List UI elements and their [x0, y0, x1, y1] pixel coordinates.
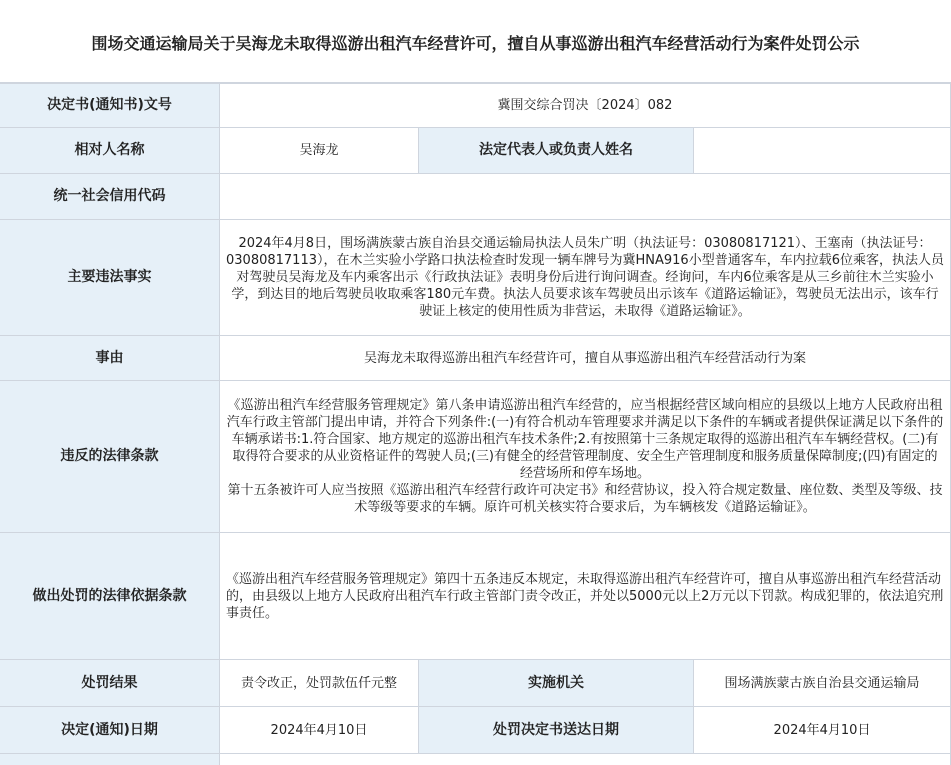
label-result: 处罚结果 [0, 660, 220, 707]
label-next-row [0, 754, 220, 765]
label-decision-date: 决定(通知)日期 [0, 707, 220, 754]
label-credit-code: 统一社会信用代码 [0, 174, 220, 220]
label-doc-no: 决定书(通知书)文号 [0, 84, 220, 128]
label-basis: 做出处罚的法律依据条款 [0, 533, 220, 660]
page-title: 围场交通运输局关于吴海龙未取得巡游出租汽车经营许可，擅自从事巡游出租汽车经营活动行为案件处罚公示 [91, 34, 860, 53]
violated-paragraph-2: 第十五条被许可人应当按照《巡游出租汽车经营行政许可决定书》和经营协议，投入符合规定数量、座位数、类型及等级、技术等级等要求的车辆。原许可机关核实符合要求后，为车辆核发《道路运输证》。 [227, 483, 943, 515]
violated-paragraph-1: 《巡游出租汽车经营服务管理规定》第八条申请巡游出租汽车经营的，应当根据经营区域向相应的县级以上地方人民政府出租汽车行政主管部门提出申请，并符合下列条件:(一)有符合机动车管理要求并满足以下条件的车辆或者提供保证满足以下条件的车辆承诺书:1.符合国家、地方规定的巡游出租汽车技术条件;2.有按照第十三条规定取得的巡游出租汽车车辆经营权。(二)有取得符合要求的从业资格证件的驾驶人员;(三)有健全的经营管理制度、安全生产管理制度和服务质量保障制度;(四)有固定的经营场所和停车场地。 [226, 398, 944, 481]
label-legal-rep: 法定代表人或负责人姓名 [419, 128, 694, 174]
label-agency: 实施机关 [419, 660, 694, 707]
value-credit-code [220, 174, 951, 220]
value-basis: 《巡游出租汽车经营服务管理规定》第四十五条违反本规定，未取得巡游出租汽车经营许可，擅自从事巡游出租汽车经营活动的，由县级以上地方人民政府出租汽车行政主管部门责令改正，并处以5000元以上2万元以下罚款。构成犯罪的，依法追究刑事责任。 [220, 533, 951, 660]
value-result: 责令改正，处罚款伍仟元整 [220, 660, 419, 707]
value-violated [220, 381, 951, 533]
value-agency: 围场满族蒙古族自治县交通运输局 [694, 660, 951, 707]
value-delivery-date: 2024年4月10日 [694, 707, 951, 754]
value-facts: 2024年4月8日，围场满族蒙古族自治县交通运输局执法人员朱广明（执法证号：03080817121）、王塞南（执法证号：03080817113），在木兰实验小学路口执法检查时发现一辆车牌号为冀HNA916小型普通客车，车内拉载6位乘客，执法人员对驾驶员吴海龙及车内乘客出示《行政执法证》表明身份后进行询问调查。经询问，车内6位乘客是从三乡前往木兰实验小学，到达目的地后驾驶员收取乘客180元车费。执法人员要求该车驾驶员出示该车《道路运输证》，驾驶员无法出示，该车行驶证上核定的使用性质为非营运，未取得《道路运输证》。 [220, 220, 951, 336]
label-delivery-date: 处罚决定书送达日期 [419, 707, 694, 754]
value-doc-no: 冀围交综合罚决〔2024〕082 [220, 84, 951, 128]
label-party-name: 相对人名称 [0, 128, 220, 174]
label-cause: 事由 [0, 336, 220, 381]
label-violated: 违反的法律条款 [0, 381, 220, 533]
label-facts: 主要违法事实 [0, 220, 220, 336]
value-party-name: 吴海龙 [220, 128, 419, 174]
value-next-row [220, 754, 951, 765]
value-cause: 吴海龙未取得巡游出租汽车经营许可，擅自从事巡游出租汽车经营活动行为案 [220, 336, 951, 381]
value-decision-date: 2024年4月10日 [220, 707, 419, 754]
value-legal-rep [694, 128, 951, 174]
